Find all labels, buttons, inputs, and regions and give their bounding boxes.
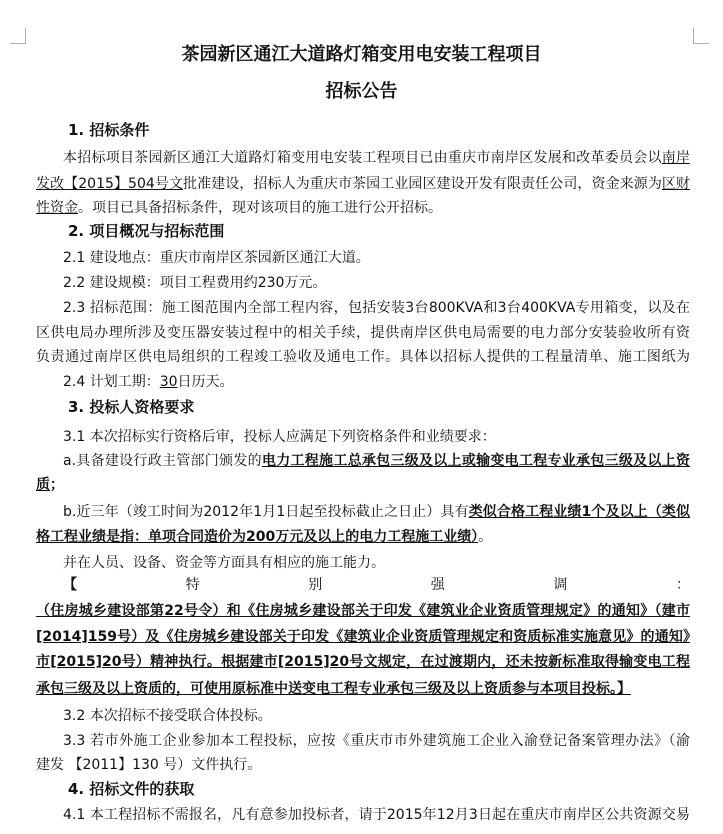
text-segment: 日历天。	[177, 374, 234, 390]
section-heading	[68, 120, 149, 140]
paragraph-line	[63, 706, 272, 726]
text-segment: 【	[63, 577, 186, 593]
text-segment: 3.1 本次招标实行资格后审，投标人应满足下列资格条件和业绩要求：	[63, 429, 496, 445]
paragraph-line	[36, 174, 690, 194]
text-segment: 并在人员、设备、资金等方面具有相应的施工能力。	[63, 555, 385, 571]
text-segment: 2.4 计划工期：	[63, 374, 160, 390]
text-segment: 1. 招标条件	[68, 121, 150, 139]
text-segment: 本招标项目茶园新区通江大道路灯箱变用电安装工程项目已由重庆市南岸区发展和改革委员会以	[63, 150, 662, 166]
section-heading	[68, 779, 194, 799]
paragraph-line	[63, 731, 690, 751]
underlined-text: 性资金	[36, 200, 78, 216]
paragraph-line	[63, 372, 234, 392]
underlined-text: 电力工程施工总承包三级及以上或输变电工程专业承包三级及以上资	[261, 453, 690, 469]
paragraph-line	[63, 298, 690, 318]
text-segment: 负责通过南岸区供电局组织的工程竣工验收及通电工作。具体以招标人提供的工程量清单、施工图纸为	[36, 349, 690, 365]
paragraph-line	[36, 679, 631, 699]
underlined-text: 类似合格工程业绩1个及以上（类似	[468, 504, 690, 520]
paragraph-line	[36, 198, 442, 218]
underlined-text: 格工程业绩是指：单项合同造价为200万元及以上的电力工程施工业绩）	[36, 529, 479, 545]
text-segment: 区供电局办理所涉及变压器安装过程中的相关手续，提供南岸区供电局需要的电力部分安装验收所有资	[36, 325, 690, 341]
text-segment: 2.2 建设规模：项目工程费用约230万元。	[63, 275, 327, 291]
paragraph-line	[63, 805, 690, 825]
paragraph-line	[36, 627, 690, 647]
underlined-text: [2014]159号）及《住房城乡建设部关于印发《建筑业企业资质管理规定和资质标准实施意见》的通知》	[36, 629, 690, 645]
underlined-text: 南岸	[661, 150, 690, 166]
text-segment: 3.3 若市外施工企业参加本工程投标，应按《重庆市市外建筑施工企业入渝登记备案管理办法》（渝	[63, 733, 690, 749]
paragraph-line	[63, 273, 326, 293]
text-segment: 4.1 本工程招标不需报名，凡有意参加投标者，请于2015年12月3日起在重庆市南岸区公共资源交易	[63, 807, 690, 823]
text-segment: a.具备建设行政主管部门颁发的	[63, 453, 262, 469]
underlined-text: 区财	[661, 176, 690, 192]
paragraph-line	[36, 323, 690, 343]
paragraph-line	[63, 502, 690, 522]
corner-mark-top-right-v	[693, 28, 694, 44]
underlined-text: 市[2015]20号）精神执行。根据建市[2015]20号文规定，在过渡期内，还未按新标准取得输变电工程	[36, 654, 690, 670]
corner-mark-top-left-v	[25, 28, 26, 44]
text-segment: b.近三年（竣工时间为2012年1月1日起至投标截止之日止）具有	[63, 504, 469, 520]
text-segment: ；	[50, 477, 64, 493]
paragraph-line	[63, 248, 370, 268]
text-segment: 建发 【2011】130 号）文件执行。	[36, 757, 262, 773]
paragraph-line	[36, 475, 64, 495]
section-heading	[68, 221, 224, 241]
paragraph-line	[36, 527, 492, 547]
paragraph-line	[36, 601, 690, 621]
text-segment: 2. 项目概况与招标范围	[68, 222, 225, 240]
underlined-text: 质	[36, 477, 50, 493]
text-segment: 。项目已具备招标条件，现对该项目的施工进行公开招标。	[78, 200, 442, 216]
paragraph-line	[36, 652, 690, 672]
text-segment: 特别强调：	[185, 577, 690, 593]
paragraph-line	[36, 755, 261, 775]
underlined-text: 发改【2015】504号文	[36, 176, 184, 192]
underlined-text: 30	[159, 374, 178, 390]
paragraph-line	[63, 451, 690, 471]
paragraph-line	[63, 575, 690, 595]
document-title: 茶园新区通江大道路灯箱变用电安装工程项目	[181, 44, 542, 65]
underlined-text: （住房城乡建设部第22号令）和《住房城乡建设部关于印发《建筑业企业资质管理规定》的通知》（建市	[36, 603, 690, 619]
text-segment: 。	[478, 529, 493, 545]
text-segment: 批准建设，招标人为重庆市茶园工业园区建设开发有限责任公司，资金来源为	[183, 176, 662, 192]
paragraph-line	[63, 553, 385, 573]
text-segment: 2.1 建设地点：重庆市南岸区茶园新区通江大道。	[63, 250, 370, 266]
text-segment: 2.3 招标范围：施工图范围内全部工程内容，包括安装3台800KVA和3台400KVA专用箱变，以及在	[63, 300, 690, 316]
text-segment: 3. 投标人资格要求	[68, 398, 195, 416]
paragraph-line	[36, 347, 690, 367]
underlined-text: 承包三级及以上资质的，可使用原标准中送变电工程专业承包三级及以上资质参与本项目投标。】	[36, 681, 631, 697]
document-subtitle: 招标公告	[325, 81, 398, 102]
text-segment: 4. 招标文件的获取	[68, 780, 195, 798]
paragraph-line	[63, 148, 690, 168]
paragraph-line	[63, 427, 496, 447]
section-heading	[68, 397, 194, 417]
text-segment: 3.2 本次招标不接受联合体投标。	[63, 708, 272, 724]
